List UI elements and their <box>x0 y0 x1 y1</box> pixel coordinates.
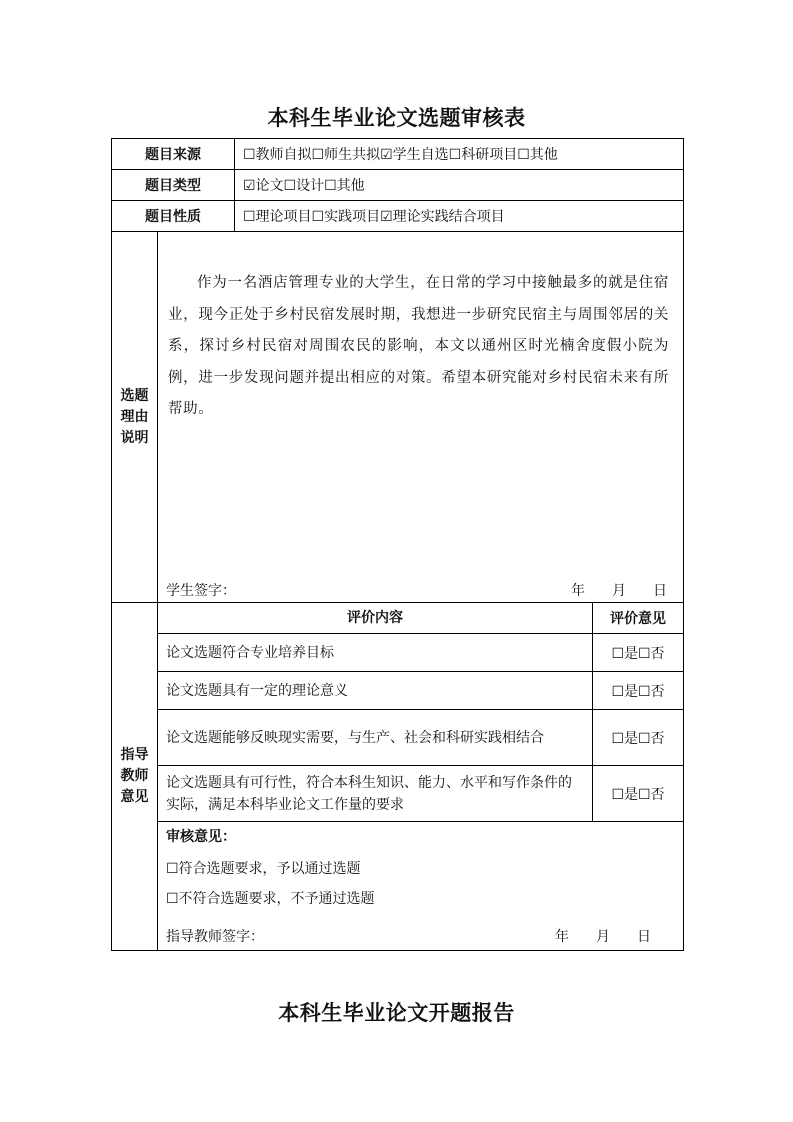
criterion-opinion[interactable]: ☐是☐否 <box>611 645 665 662</box>
source-options[interactable]: ☐教师自拟☐师生共拟☑学生自选☐科研项目☐其他 <box>243 147 558 163</box>
nature-options[interactable]: ☐理论项目☐实践项目☑理论实践结合项目 <box>243 209 505 225</box>
criterion-text: 论文选题符合专业培养目标 <box>158 634 593 671</box>
month-label: 月 <box>612 583 626 599</box>
table-row <box>158 634 683 672</box>
nature-label: 题目性质 <box>112 201 235 231</box>
table-row <box>158 710 683 766</box>
year-label: 年 <box>555 929 569 945</box>
review-opinion-section <box>158 822 683 950</box>
col-content-header: 评价内容 <box>158 603 593 633</box>
day-label: 日 <box>637 929 651 945</box>
nature-row <box>112 201 683 232</box>
teacher-sign-date <box>528 926 651 946</box>
table-row <box>158 766 683 822</box>
reason-row <box>112 232 683 603</box>
source-row <box>112 139 683 170</box>
type-options[interactable]: ☑论文☐设计☐其他 <box>243 178 365 194</box>
month-label: 月 <box>596 929 610 945</box>
reason-label: 选题理由说明 <box>112 232 158 602</box>
criterion-opinion[interactable]: ☐是☐否 <box>611 730 665 747</box>
review-title: 审核意见： <box>166 829 236 845</box>
criterion-text: 论文选题具有一定的理论意义 <box>158 672 593 709</box>
guide-label: 指导教师意见 <box>112 603 158 950</box>
criterion-opinion[interactable]: ☐是☐否 <box>611 683 665 700</box>
col-opinion-header: 评价意见 <box>610 611 666 627</box>
criterion-text: 论文选题能够反映现实需要，与生产、社会和科研实践相结合 <box>158 710 593 765</box>
source-label: 题目来源 <box>112 139 235 169</box>
table-row <box>158 672 683 710</box>
student-signature-line <box>166 580 667 600</box>
reason-text: 作为一名酒店管理专业的大学生，在日常的学习中接触最多的就是住宿业，现今正处于乡村民宿发展时期，我想进一步研究民宿主与周围邻居的关系，探讨乡村民宿对周围农民的影响，本文以通州区时光楠舍度假小院为例，进一步发现问题并提出相应的对策。希望本研究能对乡村民宿未来有所帮助。 <box>168 275 669 417</box>
page-title: 本科生毕业论文选题审核表 <box>267 106 526 130</box>
guide-row <box>112 603 683 950</box>
criterion-text: 论文选题具有可行性，符合本科生知识、能力、水平和写作条件的实际，满足本科毕业论文工作量的要求 <box>158 766 593 821</box>
reason-body <box>158 232 683 602</box>
reject-option[interactable]: ☐不符合选题要求，不予通过选题 <box>166 891 375 907</box>
student-sign-label: 学生签字： <box>166 583 236 599</box>
teacher-signature-line <box>166 926 651 946</box>
day-label: 日 <box>653 583 667 599</box>
approve-option[interactable]: ☐符合选题要求，予以通过选题 <box>166 861 361 877</box>
next-section-title: 本科生毕业论文开题报告 <box>278 1001 515 1025</box>
type-label: 题目类型 <box>112 170 235 200</box>
evaluation-header <box>158 603 683 634</box>
year-label: 年 <box>571 583 585 599</box>
teacher-sign-label: 指导教师签字： <box>166 929 264 945</box>
criterion-opinion[interactable]: ☐是☐否 <box>611 786 665 803</box>
guide-body <box>158 603 683 950</box>
review-form-table <box>111 138 684 951</box>
student-sign-date <box>544 580 667 600</box>
type-row <box>112 170 683 201</box>
